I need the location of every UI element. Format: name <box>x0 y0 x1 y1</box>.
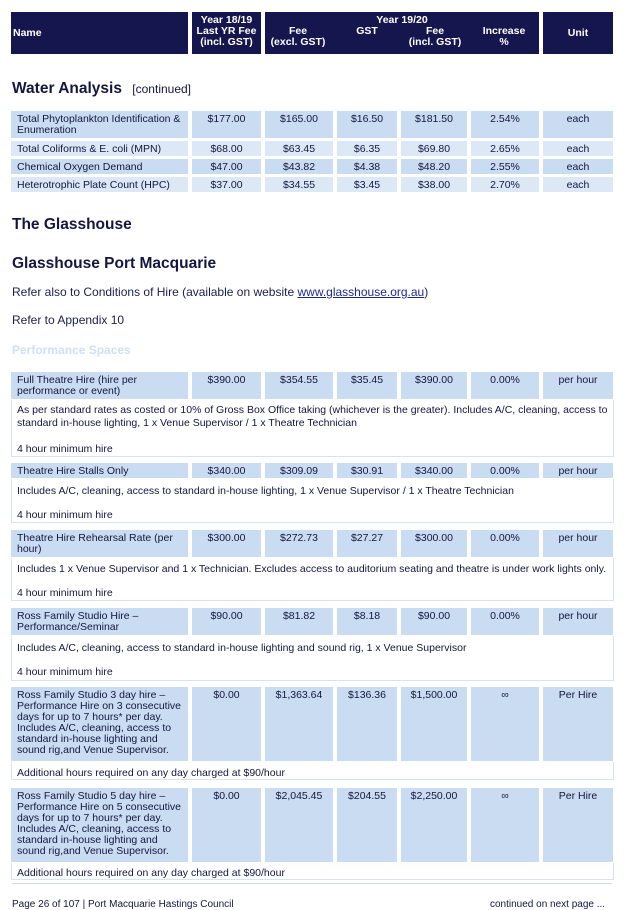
water-row-name-cell <box>11 111 188 138</box>
perf-row-inc-value: ∞ <box>501 689 509 701</box>
conditions-text-start: Refer also to Conditions of Hire (available on website <box>12 285 298 299</box>
water-row-inc-value: 2.55% <box>490 161 520 173</box>
perf-row-name-line: Performance/Seminar <box>17 621 120 633</box>
perf-row-inc-cell <box>471 788 539 862</box>
perf-row-minimum-hire: 4 hour minimum hire <box>17 666 113 678</box>
perf-row-unit-cell <box>543 530 613 557</box>
perf-row-inc-value: 0.00% <box>490 374 520 386</box>
perf-row-name-cell <box>11 372 188 399</box>
water-row-unit-value: each <box>566 179 590 191</box>
perf-row-last-value: $390.00 <box>207 374 246 386</box>
table-header-last-yr <box>192 12 261 54</box>
header-fee-excl-2: (excl. GST) <box>270 36 326 48</box>
water-row-unit-value: each <box>566 143 590 155</box>
perf-row-description: Includes A/C, cleaning, access to standard in-house lighting, 1 x Venue Supervisor / 1 x Theatre Technician <box>17 485 514 497</box>
perf-row-unit-value: Per Hire <box>558 689 598 701</box>
water-row-name-line: Heterotrophic Plate Count (HPC) <box>17 179 170 191</box>
perf-row-gst-cell <box>337 687 397 761</box>
water-row-excl-cell <box>265 159 333 174</box>
perf-row-gst-value: $27.27 <box>350 532 384 544</box>
perf-row-incl-value: $300.00 <box>415 532 453 544</box>
water-row-unit-value: each <box>566 161 590 173</box>
perf-row-incl-cell <box>401 608 467 635</box>
water-row-incl-cell <box>401 141 467 156</box>
perf-row-name-line: hour) <box>17 543 42 555</box>
perf-row-name-line: Theatre Hire Stalls Only <box>17 465 129 477</box>
water-row-unit-cell <box>543 111 613 138</box>
footer-continued: continued on next page ... <box>490 899 606 910</box>
water-row-inc-value: 2.65% <box>490 143 520 155</box>
perf-row-last-value: $340.00 <box>207 465 246 477</box>
perf-row-name-cell <box>11 788 188 862</box>
water-row-name-line: Enumeration <box>17 124 77 136</box>
perf-row-name-line: Includes A/C, cleaning, access to <box>17 722 172 734</box>
table-header-year <box>265 12 539 54</box>
perf-row-last-cell <box>192 608 261 635</box>
perf-row-inc-cell <box>471 463 539 478</box>
water-row-gst-value: $16.50 <box>350 113 384 125</box>
water-row-incl-value: $69.80 <box>417 143 451 155</box>
perf-row-name-cell <box>11 530 188 557</box>
perf-row-name-line: standard in-house lighting and <box>17 733 158 745</box>
perf-row-gst-cell <box>337 372 397 399</box>
perf-row-name-line: Includes A/C, cleaning, access to <box>17 823 172 835</box>
perf-row-last-value: $0.00 <box>213 790 240 802</box>
water-row-name-cell <box>11 141 188 156</box>
water-row-unit-value: each <box>566 113 590 125</box>
conditions-of-hire-text <box>12 285 428 299</box>
perf-row-last-cell <box>192 372 261 399</box>
perf-row-inc-cell <box>471 530 539 557</box>
header-gst: GST <box>356 25 378 37</box>
perf-row-name-line: days for up to 7 hours* per day. <box>17 812 163 824</box>
perf-row-inc-value: 0.00% <box>490 610 520 622</box>
perf-row-excl-cell <box>265 788 333 862</box>
perf-row-name-line: Performance Hire on 3 consecutive <box>17 700 181 712</box>
conditions-text-end: ) <box>424 285 429 299</box>
table-header-unit <box>543 12 613 54</box>
perf-row-gst-cell <box>337 530 397 557</box>
water-continued: [continued] <box>132 82 192 96</box>
perf-row-inc-value: 0.00% <box>490 532 520 544</box>
water-row-gst-cell <box>337 159 397 174</box>
perf-row-minimum-hire: 4 hour minimum hire <box>17 443 113 455</box>
perf-row-inc-value: 0.00% <box>490 465 520 477</box>
water-row-inc-value: 2.70% <box>490 179 520 191</box>
water-row-gst-cell <box>337 141 397 156</box>
perf-row-gst-cell <box>337 608 397 635</box>
header-name-label: Name <box>13 27 42 39</box>
glasshouse-title: The Glasshouse <box>12 216 132 233</box>
water-row-gst-cell <box>337 111 397 138</box>
appendix-reference: Refer to Appendix 10 <box>12 313 125 327</box>
perf-row-unit-cell <box>543 372 613 399</box>
perf-row-unit-value: per hour <box>558 374 598 386</box>
perf-row-excl-value: $2,045.45 <box>275 790 323 802</box>
perf-row-last-value: $300.00 <box>207 532 246 544</box>
water-row-name-line: Total Phytoplankton Identification & <box>17 113 181 125</box>
water-row-unit-cell <box>543 177 613 192</box>
water-row-incl-value: $38.00 <box>417 179 451 191</box>
perf-row-unit-cell <box>543 788 613 862</box>
perf-row-excl-value: $1,363.64 <box>275 689 323 701</box>
water-row-excl-value: $43.82 <box>282 161 316 173</box>
perf-row-name-line: performance or event) <box>17 385 121 397</box>
water-row-unit-cell <box>543 141 613 156</box>
perf-row-description: Includes A/C, cleaning, access to standard in-house lighting and sound rig, 1 x Venue Supervisor <box>17 642 467 654</box>
water-row-inc-cell <box>471 177 539 192</box>
water-row-incl-cell <box>401 159 467 174</box>
header-fee-incl-2: (incl. GST) <box>408 36 462 48</box>
water-row-gst-value: $6.35 <box>353 143 381 155</box>
perf-row-last-value: $90.00 <box>210 610 243 622</box>
perf-row-excl-cell <box>265 608 333 635</box>
water-row-excl-value: $63.45 <box>282 143 316 155</box>
perf-row-unit-cell <box>543 687 613 761</box>
water-row-unit-cell <box>543 159 613 174</box>
perf-row-name-line: standard in-house lighting and <box>17 834 158 846</box>
header-year-label: Year 19/20 <box>376 14 428 26</box>
table-header-name <box>11 12 188 54</box>
header-last-yr-3: (incl. GST) <box>200 36 253 48</box>
perf-row-minimum-hire: 4 hour minimum hire <box>17 587 113 599</box>
perf-row-incl-cell <box>401 530 467 557</box>
perf-row-incl-value: $2,250.00 <box>410 790 458 802</box>
perf-row-name-line: Theatre Hire Rehearsal Rate (per <box>17 532 173 544</box>
water-row-name-cell <box>11 159 188 174</box>
footer-page-info: Page 26 of 107 | Port Macquarie Hastings Council <box>12 899 234 910</box>
perf-row-name-line: Ross Family Studio Hire – <box>17 610 139 622</box>
perf-row-unit-cell <box>543 463 613 478</box>
header-fee-incl-1: Fee <box>425 25 445 37</box>
water-row-last-value: $177.00 <box>207 113 246 125</box>
water-row-excl-cell <box>265 177 333 192</box>
footer-divider <box>12 883 612 884</box>
water-row-inc-cell <box>471 141 539 156</box>
water-title-text: Water Analysis <box>12 80 122 97</box>
water-row-gst-cell <box>337 177 397 192</box>
perf-row-incl-value: $340.00 <box>415 465 453 477</box>
perf-row-excl-value: $354.55 <box>280 374 318 386</box>
perf-row-gst-cell <box>337 463 397 478</box>
perf-row-name-line: Performance Hire on 5 consecutive <box>17 801 181 813</box>
perf-row-gst-value: $136.36 <box>348 689 386 701</box>
water-row-excl-cell <box>265 141 333 156</box>
perf-row-incl-cell <box>401 463 467 478</box>
perf-row-excl-value: $81.82 <box>282 610 316 622</box>
perf-row-excl-cell <box>265 687 333 761</box>
water-row-last-cell <box>192 177 261 192</box>
perf-row-name-line: sound rig,and Venue Supervisor. <box>17 845 169 857</box>
water-row-last-cell <box>192 141 261 156</box>
header-last-yr-2: Last YR Fee <box>196 25 257 37</box>
perf-row-inc-cell <box>471 372 539 399</box>
water-row-incl-value: $48.20 <box>417 161 451 173</box>
water-row-name-cell <box>11 177 188 192</box>
perf-row-name-cell <box>11 463 188 478</box>
perf-row-incl-cell <box>401 788 467 862</box>
perf-row-inc-cell <box>471 608 539 635</box>
perf-row-last-cell <box>192 687 261 761</box>
perf-row-last-value: $0.00 <box>213 689 240 701</box>
water-row-gst-value: $4.38 <box>353 161 381 173</box>
perf-row-name-line: Ross Family Studio 5 day hire – <box>17 790 166 802</box>
water-row-incl-value: $181.50 <box>415 113 453 125</box>
perf-row-name-line: Full Theatre Hire (hire per <box>17 374 138 386</box>
perf-row-name-cell <box>11 608 188 635</box>
perf-row-incl-value: $390.00 <box>415 374 453 386</box>
water-row-excl-cell <box>265 111 333 138</box>
water-row-excl-value: $34.55 <box>282 179 316 191</box>
perf-row-excl-value: $309.09 <box>280 465 318 477</box>
perf-row-unit-value: per hour <box>558 610 598 622</box>
header-last-yr-1: Year 18/19 <box>200 14 253 26</box>
water-row-last-value: $37.00 <box>210 179 243 191</box>
perf-row-excl-value: $272.73 <box>280 532 318 544</box>
header-increase-2: % <box>499 36 509 48</box>
perf-row-name-line: days for up to 7 hours* per day. <box>17 711 163 723</box>
water-row-name-line: Chemical Oxygen Demand <box>17 161 143 173</box>
water-row-gst-value: $3.45 <box>353 179 381 191</box>
perf-row-description: Includes 1 x Venue Supervisor and 1 x Technician. Excludes access to auditorium seating and theatre is under work lights only. <box>17 563 607 575</box>
perf-row-gst-value: $35.45 <box>350 374 384 386</box>
water-row-inc-cell <box>471 111 539 138</box>
perf-row-description: Additional hours required on any day charged at $90/hour <box>17 867 285 879</box>
header-fee-excl-1: Fee <box>288 25 308 37</box>
perf-row-incl-value: $1,500.00 <box>410 689 458 701</box>
header-unit-label: Unit <box>567 27 589 39</box>
perf-row-excl-cell <box>265 463 333 478</box>
perf-row-inc-value: ∞ <box>501 790 509 802</box>
water-row-excl-value: $165.00 <box>280 113 318 125</box>
perf-row-description: As per standard rates as costed or 10% of Gross Box Office taking (whichever is the greater). Includes A/C, cleaning, access to <box>17 404 608 416</box>
perf-row-gst-cell <box>337 788 397 862</box>
water-row-inc-cell <box>471 159 539 174</box>
perf-row-gst-value: $8.18 <box>353 610 381 622</box>
water-row-last-cell <box>192 159 261 174</box>
water-row-name-line: Total Coliforms & E. coli (MPN) <box>17 143 162 155</box>
water-row-inc-value: 2.54% <box>490 113 520 125</box>
perf-row-incl-value: $90.00 <box>417 610 451 622</box>
perf-row-incl-cell <box>401 372 467 399</box>
perf-row-minimum-hire: 4 hour minimum hire <box>17 509 113 521</box>
glasshouse-subtitle: Glasshouse Port Macquarie <box>12 255 217 272</box>
perf-row-inc-cell <box>471 687 539 761</box>
perf-row-unit-value: per hour <box>558 465 598 477</box>
header-increase-1: Increase <box>482 25 526 37</box>
water-row-incl-cell <box>401 177 467 192</box>
perf-row-unit-value: Per Hire <box>558 790 598 802</box>
water-row-incl-cell <box>401 111 467 138</box>
perf-row-gst-value: $204.55 <box>348 790 386 802</box>
perf-row-last-cell <box>192 463 261 478</box>
perf-row-last-cell <box>192 788 261 862</box>
water-analysis-title <box>12 80 191 98</box>
perf-row-unit-value: per hour <box>558 532 598 544</box>
perf-row-incl-cell <box>401 687 467 761</box>
glasshouse-website-link[interactable]: www.glasshouse.org.au <box>297 285 425 299</box>
water-row-last-cell <box>192 111 261 138</box>
performance-spaces-title: Performance Spaces <box>12 343 131 357</box>
perf-row-description: standard in-house lighting, 1 x Venue Supervisor / 1 x Theatre Technician <box>17 417 357 429</box>
water-row-last-value: $68.00 <box>210 143 243 155</box>
water-row-last-value: $47.00 <box>210 161 243 173</box>
perf-row-name-line: sound rig,and Venue Supervisor. <box>17 744 169 756</box>
perf-row-gst-value: $30.91 <box>350 465 384 477</box>
perf-row-name-cell <box>11 687 188 761</box>
perf-row-excl-cell <box>265 372 333 399</box>
perf-row-excl-cell <box>265 530 333 557</box>
perf-row-name-line: Ross Family Studio 3 day hire – <box>17 689 166 701</box>
perf-row-unit-cell <box>543 608 613 635</box>
perf-row-last-cell <box>192 530 261 557</box>
perf-row-description: Additional hours required on any day charged at $90/hour <box>17 767 285 779</box>
